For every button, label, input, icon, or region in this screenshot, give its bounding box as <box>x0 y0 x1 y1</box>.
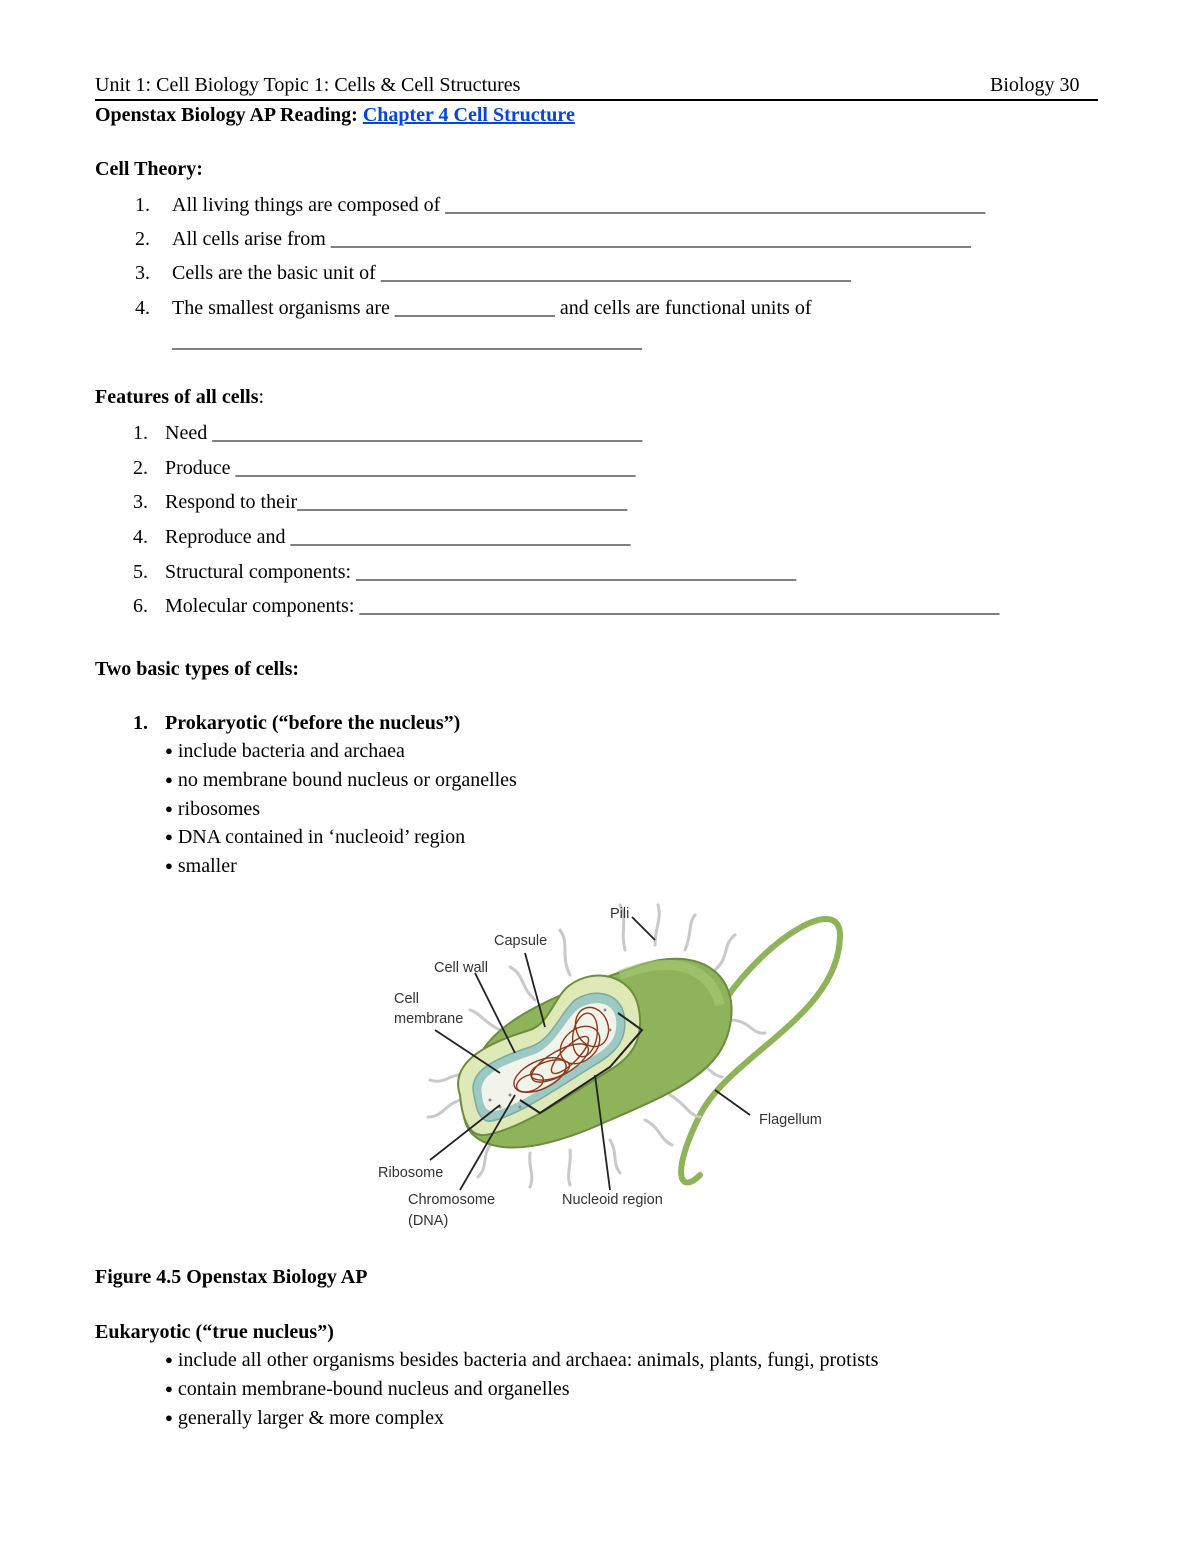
header-rule <box>95 99 1098 101</box>
bullet-icon: ● <box>165 858 173 873</box>
list-number: 2. <box>133 457 148 479</box>
eukaryotic-bullet <box>165 1378 570 1401</box>
label-cell-membrane: Cell <box>394 991 419 1007</box>
label-chromosome: Chromosome <box>408 1192 496 1208</box>
prokaryotic-bullet <box>165 798 260 821</box>
prokaryotic-bullet <box>165 855 237 878</box>
cell-types-title: Two basic types of cells: <box>95 658 300 680</box>
reading-line <box>95 104 575 127</box>
cell-theory-item-continuation: _______________________________________________ <box>172 330 642 352</box>
bullet-icon: ● <box>165 772 173 787</box>
bullet-text: generally larger & more complex <box>177 1407 445 1429</box>
feature-item: Produce ________________________________________ <box>165 457 636 479</box>
bullet-icon: ● <box>165 801 173 816</box>
feature-item: Structural components: ____________________________________________ <box>165 561 797 583</box>
label-pili: Pili <box>610 906 630 922</box>
label-cell-membrane-2: membrane <box>394 1011 464 1027</box>
feature-item: Respond to their_________________________________ <box>165 491 628 513</box>
features-title-line <box>95 386 264 409</box>
header-course: Biology 30 <box>990 74 1080 96</box>
label-dna: (DNA) <box>408 1213 449 1229</box>
features-title: Features of all cells <box>95 386 259 408</box>
list-number: 3. <box>135 262 150 284</box>
cell-theory-item: Cells are the basic unit of _______________________________________________ <box>172 262 851 284</box>
cell-theory-item: All cells arise from ________________________________________________________________ <box>172 228 971 250</box>
list-number: 1. <box>135 194 150 216</box>
prokaryotic-bullet <box>165 826 465 849</box>
prokaryotic-bullet <box>165 769 517 792</box>
list-number: 4. <box>135 297 150 319</box>
feature-item: Molecular components: ________________________________________________________________ <box>165 595 1000 617</box>
bullet-text: no membrane bound nucleus or organelles <box>177 769 517 791</box>
list-number: 5. <box>133 561 148 583</box>
list-number: 4. <box>133 526 148 548</box>
reading-label: Openstax Biology AP Reading: <box>95 104 358 126</box>
cell-theory-title: Cell Theory: <box>95 158 203 180</box>
list-number: 2. <box>135 228 150 250</box>
bullet-text: DNA contained in ‘nucleoid’ region <box>177 826 466 848</box>
label-nucleoid-region: Nucleoid region <box>562 1192 663 1208</box>
prokaryotic-heading: Prokaryotic (“before the nucleus”) <box>165 712 461 734</box>
label-ribosome: Ribosome <box>378 1165 444 1181</box>
eukaryotic-bullet <box>165 1407 444 1430</box>
list-number: 3. <box>133 491 148 513</box>
bullet-text: include all other organisms besides bacteria and archaea: animals, plants, fungi, protists <box>177 1349 879 1371</box>
cell-theory-item: All living things are composed of ______________________________________________________ <box>172 194 986 216</box>
feature-item: Need ___________________________________________ <box>165 422 643 444</box>
label-capsule: Capsule <box>494 933 548 949</box>
eukaryotic-heading: Eukaryotic (“true nucleus”) <box>95 1321 334 1343</box>
bullet-icon: ● <box>165 1410 173 1425</box>
bullet-icon: ● <box>165 743 173 758</box>
cell-theory-item: The smallest organisms are ________________ and cells are functional units of <box>172 297 812 319</box>
features-title-colon: : <box>258 386 265 408</box>
bullet-text: contain membrane-bound nucleus and organelles <box>177 1378 570 1400</box>
bullet-text: ribosomes <box>177 798 261 820</box>
label-flagellum: Flagellum <box>759 1112 822 1128</box>
list-number: 1. <box>133 422 148 444</box>
eukaryotic-bullet <box>165 1349 878 1372</box>
prokaryotic-cell-diagram <box>370 895 850 1235</box>
bullet-icon: ● <box>165 1381 173 1396</box>
prokaryotic-bullet <box>165 740 405 763</box>
bullet-text: smaller <box>177 855 237 877</box>
chapter-link[interactable]: Chapter 4 Cell Structure <box>362 104 575 126</box>
bullet-icon: ● <box>165 1352 173 1367</box>
list-number: 6. <box>133 595 148 617</box>
list-number: 1. <box>133 712 148 734</box>
header-unit-title: Unit 1: Cell Biology Topic 1: Cells & Cell Structures <box>95 74 521 96</box>
feature-item: Reproduce and __________________________________ <box>165 526 631 548</box>
bullet-text: include bacteria and archaea <box>177 740 405 762</box>
figure-caption: Figure 4.5 Openstax Biology AP <box>95 1266 368 1288</box>
bullet-icon: ● <box>165 829 173 844</box>
label-cell-wall: Cell wall <box>434 960 488 976</box>
